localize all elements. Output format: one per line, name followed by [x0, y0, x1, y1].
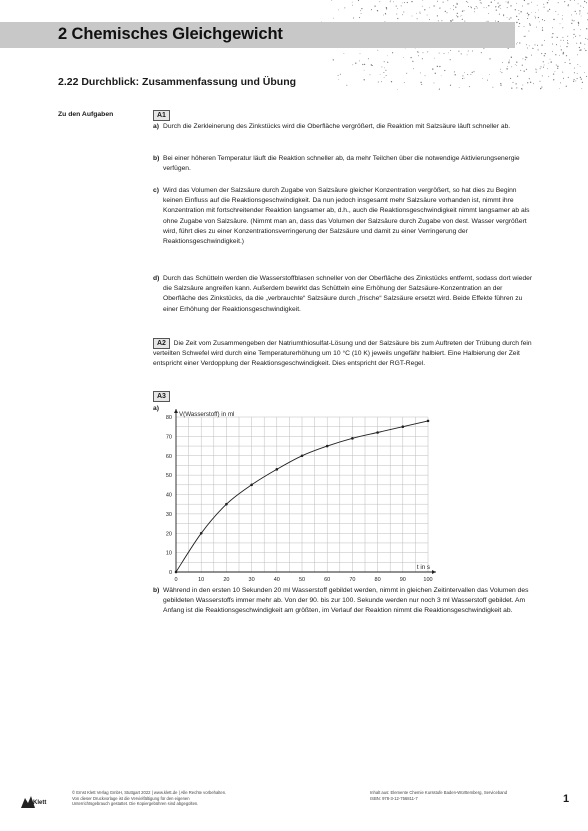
- a1-item-a: [153, 122, 535, 132]
- a2-text: Die Zeit vom Zusammengeben der Natriumthiosulfat-Lösung und der Salzsäure bis zum Auftreten der Trübung durch fein verteilten Schwefel wird durch eine Temperaturerhöhung um 10 °C (10 K) jeweils ungefähr halbiert. Eine Halbierung der Zeit entspricht einer Verdopplung der Reaktionsgeschwindigkeit. Dies entspricht der RGT-Regel.: [153, 340, 532, 368]
- data-point: [175, 571, 178, 574]
- hydrogen-volume-chart: [150, 405, 450, 585]
- a1-item-d: [153, 274, 535, 315]
- y-tick-label: 10: [165, 550, 172, 557]
- x-tick-label: 10: [198, 577, 205, 583]
- footer-source: [370, 790, 507, 801]
- sidebar-label: Zu den Aufgaben: [58, 111, 114, 118]
- footer-copyright: [72, 790, 226, 807]
- publisher-logo-text: Klett: [33, 800, 47, 806]
- data-point: [225, 503, 228, 506]
- data-point: [276, 468, 279, 471]
- item-text: Während in den ersten 10 Sekunden 20 ml Wasserstoff gebildet werden, nimmt in gleichen Zeitintervallen das Volumen des gebildeten Wasserstoffs immer mehr ab. Von der 90. bis zur 100. Sekunde werden nur noch 3 ml Wasserstoff gebildet. Am Anfang ist die Reaktionsgeschwindigkeit am größten, im Verlauf der Reaktion nimmt die Reaktionsgeschwindigkeit ab.: [163, 587, 529, 615]
- footer-line: Inhalt aus: Elemente Chemie Kursstufe Baden-Württemberg, Serviceband: [370, 790, 508, 795]
- x-axis-label: t in s: [416, 564, 430, 571]
- data-point: [200, 532, 203, 535]
- y-tick-label: 50: [165, 473, 172, 480]
- a3-block: [153, 391, 535, 402]
- a3-label-a: a): [153, 405, 159, 412]
- data-point: [427, 420, 430, 423]
- data-point: [326, 445, 329, 448]
- x-tick-label: 20: [223, 577, 230, 583]
- x-tick-label: 80: [374, 577, 381, 583]
- x-tick-label: 60: [324, 577, 331, 583]
- y-tick-label: 60: [165, 453, 172, 460]
- y-tick-label: 40: [165, 492, 172, 499]
- item-label: d): [153, 275, 160, 282]
- y-axis-arrow: [174, 409, 178, 413]
- x-tick-label: 0: [174, 577, 178, 583]
- y-tick-label: 0: [168, 570, 172, 576]
- y-tick-label: 70: [165, 434, 172, 441]
- y-tick-label: 30: [165, 511, 172, 518]
- y-tick-label: 20: [165, 531, 172, 538]
- a3-item-b: [153, 586, 535, 617]
- footer-line: Von dieser Druckvorlage ist die Vervielfältigung für den eigenen: [72, 795, 190, 801]
- a2-block: [153, 338, 535, 370]
- item-label: b): [153, 155, 160, 162]
- data-point: [402, 425, 405, 428]
- item-label: c): [153, 187, 159, 194]
- data-point: [301, 454, 304, 457]
- data-point: [351, 437, 354, 440]
- x-tick-label: 90: [399, 577, 406, 583]
- task-tag-a3: A3: [153, 391, 170, 402]
- footer-line: © Ernst Klett Verlag GmbH, Stuttgart 2022 | www.klett.de | Alle Rechte vorbehalten.: [72, 790, 227, 795]
- task-tag-a1: A1: [153, 110, 170, 121]
- item-text: Durch das Schütteln werden die Wasserstoffblasen schneller von der Oberfläche des Zinkstücks entfernt, sodass dort wieder die Salzsäure angreifen kann. Außerdem bewirkt das Schütteln eine Erhöhung der Salzsäure-Konzentration an der Oberfläche des Zinkstücks, da die „verbrauchte“ Salzsäure durch „frische“ Salzsäure ersetzt wird. Beide Effekte führen zu einer Erhöhung der Reaktionsgeschwindigkeit.: [163, 275, 533, 313]
- page-number: 1: [563, 793, 570, 805]
- x-axis-arrow: [432, 570, 436, 574]
- item-text: Bei einer höheren Temperatur läuft die Reaktion schneller ab, da mehr Teilchen über die notwendige Aktivierungsenergie verfügen.: [163, 155, 520, 173]
- a1-item-c: [153, 186, 535, 247]
- footer-line: Unterrichtsgebrauch gestattet. Die Kopiergebühren sind abgegolten.: [72, 801, 199, 807]
- task-tag-a2: A2: [153, 338, 170, 349]
- item-label: b): [153, 587, 160, 594]
- x-tick-label: 50: [298, 577, 306, 583]
- a1-item-b: [153, 154, 535, 174]
- x-tick-label: 70: [349, 577, 356, 583]
- y-tick-label: 80: [165, 415, 172, 421]
- data-point: [376, 431, 379, 434]
- section-title: 2.22 Durchblick: Zusammenfassung und Übung: [58, 76, 297, 88]
- item-text: Wird das Volumen der Salzsäure durch Zugabe von Salzsäure gleicher Konzentration vergrößert, so hat dies zu Beginn keinen Einfluss auf die Reaktionsgeschwindigkeit. Da nun jedoch insgesamt mehr Salzsäure vorhanden ist, nimmt ihre Konzentration mit fortschreitender Reaktion langsamer ab, d.h., auch die Reaktionsgeschwindigkeit nimmt langsamer ab als ohne Zugabe von Salzsäure. (Nimmt man an, dass das Volumen der Salzsäure durch Zugabe von dest. Wasser vergrößert wird, führt dies zu einer Konzentrationsverringerung der Salzsäure und damit zu einer Verringerung der Reaktionsgeschwindigkeit.): [163, 187, 530, 246]
- x-tick-label: 100: [423, 577, 433, 583]
- y-axis-label: V(Wasserstoff) in ml: [179, 411, 235, 418]
- item-text: Durch die Zerkleinerung des Zinkstücks wird die Oberfläche vergrößert, die Reaktion mit Salzsäure läuft schneller ab.: [163, 123, 511, 130]
- item-label: a): [153, 123, 159, 130]
- footer-line: ISBN: 978-3-12-756811-7: [370, 795, 418, 801]
- data-point: [250, 484, 253, 487]
- x-tick-label: 30: [248, 577, 255, 583]
- chapter-title: 2 Chemisches Gleichgewicht: [58, 25, 283, 43]
- x-tick-label: 40: [273, 577, 280, 583]
